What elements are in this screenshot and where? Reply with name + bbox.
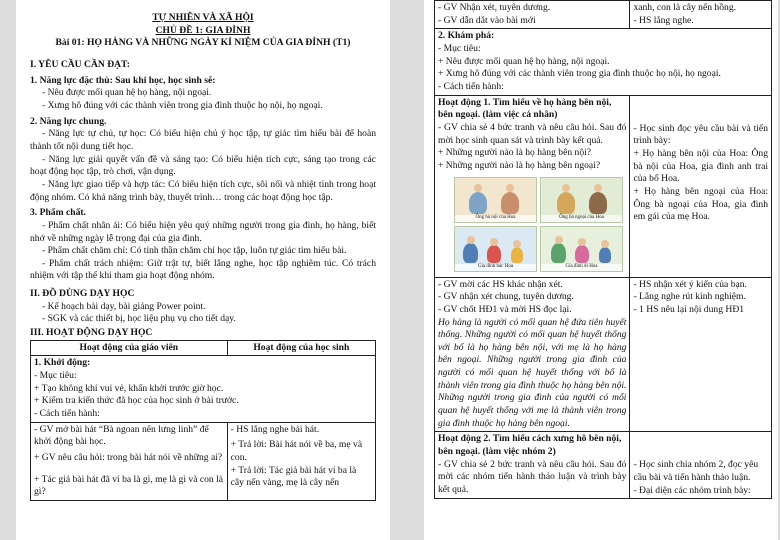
heading-activity-2: Hoạt động 2. Tìm hiểu cách xưng hô bên nội, bên ngoại. (làm việc nhóm 2): [438, 433, 622, 458]
text-line: - 1 HS nêu lại nội dung HĐ1: [633, 303, 745, 315]
subject-title: TỰ NHIÊN VÀ XÃ HỘI: [152, 12, 254, 23]
text-line: - Đại diện các nhóm trình bày:: [633, 484, 751, 496]
text-line: + Tạo không khí vui vẻ, khấn khởi trước giờ học.: [34, 382, 224, 394]
text-line: + GV nêu câu hỏi: trong bài hát nói về những ai?: [34, 452, 223, 463]
text-line: + Những người nào là họ hàng bên ngoại?: [438, 159, 601, 171]
text-line: - SGK và các thiết bị, học liệu phụ vụ cho tiết dạy.: [42, 313, 236, 325]
text-line: - HS lắng nghe bài hát.: [230, 423, 320, 435]
table-cell-student: [630, 432, 772, 499]
text-line: - HS lắng nghe.: [633, 14, 694, 26]
table-row: [31, 356, 376, 422]
heading-warmup: 1. Khởi động:: [34, 357, 91, 369]
family-illustrations: [454, 177, 624, 272]
section-materials: II. ĐỒ DÙNG DẠY HỌC: [30, 288, 135, 300]
table-cell-teacher: [435, 95, 630, 277]
text-line: - GV mở bài hát “Bà ngoan nên lưng linh” để khởi động bài học.: [34, 423, 209, 448]
topic-title: CHỦ ĐỀ 1: GIA ĐÌNH: [155, 24, 251, 36]
text-line: - Học sinh chia nhóm 2, đọc yêu cầu bài và tiến hành thảo luận.: [633, 459, 759, 484]
text-line: - Phẩm chất chăm chỉ: Có tinh thần chăm chỉ học tập, luôn tự giác tìm hiểu bài.: [42, 245, 347, 257]
text-line: - GV dẫn dắt vào bài mới: [438, 14, 536, 26]
text-line: - GV chia sẻ 2 bức tranh và nêu câu hỏi. Sau đó mời các nhóm tiến hành thảo luận và trình bày kết quả.: [438, 458, 627, 496]
table-row: [435, 29, 772, 95]
illustration-paternal-grandparents: [454, 177, 537, 223]
left-page: [16, 0, 390, 540]
table-cell-teacher: [435, 432, 630, 499]
illustration-maternal-grandparents: [540, 177, 623, 223]
text-line: - GV nhận xét chung, tuyên dương.: [438, 291, 574, 303]
heading-qualities: 3. Phẩm chất.: [30, 207, 86, 219]
text-line: + Những người nào là họ hàng bên nội?: [438, 147, 592, 159]
text-line: - Học sinh đọc yêu cầu bài và tiến trình bày:: [633, 122, 768, 147]
text-line: - Nêu được mối quan hệ họ hàng, nội ngoại.: [42, 87, 212, 99]
table-cell-student: [630, 95, 772, 277]
text-line: - Phẩm chất trách nhiệm: Giữ trật tự, biết lắng nghe, học tập nghiêm túc. Có trách nhiệm với tập thể khi tham gia hoạt động nhóm.: [30, 257, 376, 282]
right-page: [424, 0, 778, 540]
text-line: + Kiểm tra kiến thức đã học của học sinh ở bài trước.: [34, 395, 239, 407]
text-line: - Lắng nghe rút kinh nghiệm.: [633, 291, 746, 303]
text-line: - Năng lực giải quyết vấn đề và sáng tạo: Có biểu hiện tích cực, sáng tạo trong các hoạt động học tập, trò chơi, vận dụng.: [30, 153, 376, 178]
heading-explore: 2. Khám phá:: [438, 30, 495, 42]
table-cell-teacher: [435, 277, 630, 432]
text-line: - Cách tiến hành:: [34, 408, 100, 420]
text-line: + Họ hàng bên nội của Hoa: Ông bà nội của Hoa, gia đình anh trai của bố Hoa.: [633, 147, 768, 185]
table-cell-teacher: [435, 1, 630, 29]
text-line: - Mục tiêu:: [438, 42, 481, 54]
illustration-uncle-family: [454, 226, 537, 272]
activity-table: [30, 340, 376, 501]
text-line: + Trả lời: Tác giả bài hát ví ba là cây nến vàng, mẹ là cây nến: [230, 464, 357, 489]
text-line: - Phẩm chất nhân ái: Có biểu hiện yêu quý những người trong gia đình, họ hàng, biết nhớ về những ngày lễ trọng đại của gia đình.: [30, 219, 376, 244]
text-line: + Tác giả bài hát đã ví ba là gì, mẹ là gì và con là gì?: [34, 473, 224, 498]
table-header-student: Hoạt động của học sinh: [227, 340, 375, 356]
text-line: - Mục tiêu:: [34, 370, 77, 382]
caption: Ông bà ngoại của Hoa: [541, 215, 622, 222]
text-line: + Xưng hô đúng với các thành viên trong gia đình thuộc họ nội, họ ngoại.: [438, 68, 721, 80]
text-line: - Kế hoạch bài dạy, bài giảng Power point.: [42, 300, 206, 312]
heading-activity-1: Hoạt động 1. Tìm hiểu về họ hàng bên nội, bên ngoại. (làm việc cá nhân): [438, 96, 612, 121]
text-line: - GV Nhận xét, tuyên dương.: [438, 2, 551, 13]
table-cell-student: [630, 277, 772, 432]
text-line: - GV mời các HS khác nhận xét.: [438, 278, 563, 290]
section-requirements: I. YÊU CẦU CẦN ĐẠT:: [30, 58, 130, 70]
table-cell-student: [227, 422, 375, 500]
activity-table-continued: [434, 0, 772, 499]
section-activities: III. HOẠT ĐỘNG DẠY HỌC: [30, 327, 153, 339]
caption: Gia đình dì Hoa: [541, 264, 622, 271]
text-line: - HS nhận xét ý kiến của bạn.: [633, 278, 747, 290]
text-line: - Năng lực giao tiếp và hợp tác: Có biểu hiện tích cực, sôi nổi và nhiệt tình trong hoạt động nhóm. Có khả năng trình bày, thuyết trình… trong các hoạt động học tập.: [30, 178, 376, 203]
table-header-teacher: Hoạt động của giáo viên: [31, 340, 228, 356]
text-line: xanh, con là cây nến hồng.: [633, 2, 737, 13]
text-line: - Cách tiến hành:: [438, 80, 504, 92]
text-line: + Nêu được mối quan hệ họ hàng, nội ngoại.: [438, 55, 610, 67]
caption: Gia đình bác Hoa: [455, 264, 536, 271]
table-cell-teacher: [31, 422, 228, 500]
text-line: + Trả lời: Bài hát nói về ba, mẹ và con.: [230, 439, 363, 463]
text-line: - Xưng hô đúng với các thành viên trong gia đình thuộc họ nội, họ ngoại.: [42, 99, 323, 111]
text-line: + Họ hàng bên ngoại của Hoa: Ông bà ngoại của Hoa, gia đình em gái của mẹ Hoa.: [633, 185, 768, 223]
heading-specific-competence: 1. Năng lực đặc thù: Sau khi học, học sinh sẽ:: [30, 74, 216, 86]
table-cell-student: [630, 1, 772, 29]
caption: Ông bà nội của Hoa: [455, 215, 536, 222]
illustration-aunt-family: [540, 226, 623, 272]
heading-general-competence: 2. Năng lực chung.: [30, 115, 107, 127]
summary-note: Họ hàng là người có mối quan hệ đứa tiên huyết thống. Những người có mối quan hệ huyết thống với bố là họ hàng bên nội, với mẹ là họ hàng bên ngoại. Những người trong gia đình của người có mối quan hệ huyết thống với bố là thành viên trong gia đình thuộc họ hàng bên nội. Những người trong gia đình của người có mối quan hệ huyết thống với mẹ là thành viên trong gia đình thuộc họ hàng bên ngoại.: [438, 316, 627, 429]
text-line: - GV chốt HĐ1 và mời HS đọc lại.: [438, 303, 572, 315]
text-line: - Năng lực tự chủ, tự học: Có biểu hiện chủ ý học tập, tự giác tìm hiểu bài để hoàn thành tốt nội dung tiết học.: [30, 128, 376, 152]
text-line: - GV chia sẻ 4 bức tranh và nêu câu hỏi. Sau đó mời học sinh quan sát và trình bày kết quả.: [438, 121, 627, 146]
lesson-title: Bài 01: HỌ HÀNG VÀ NHỮNG NGÀY KỈ NIỆM CỦA GIA ĐÌNH (T1): [55, 37, 351, 49]
